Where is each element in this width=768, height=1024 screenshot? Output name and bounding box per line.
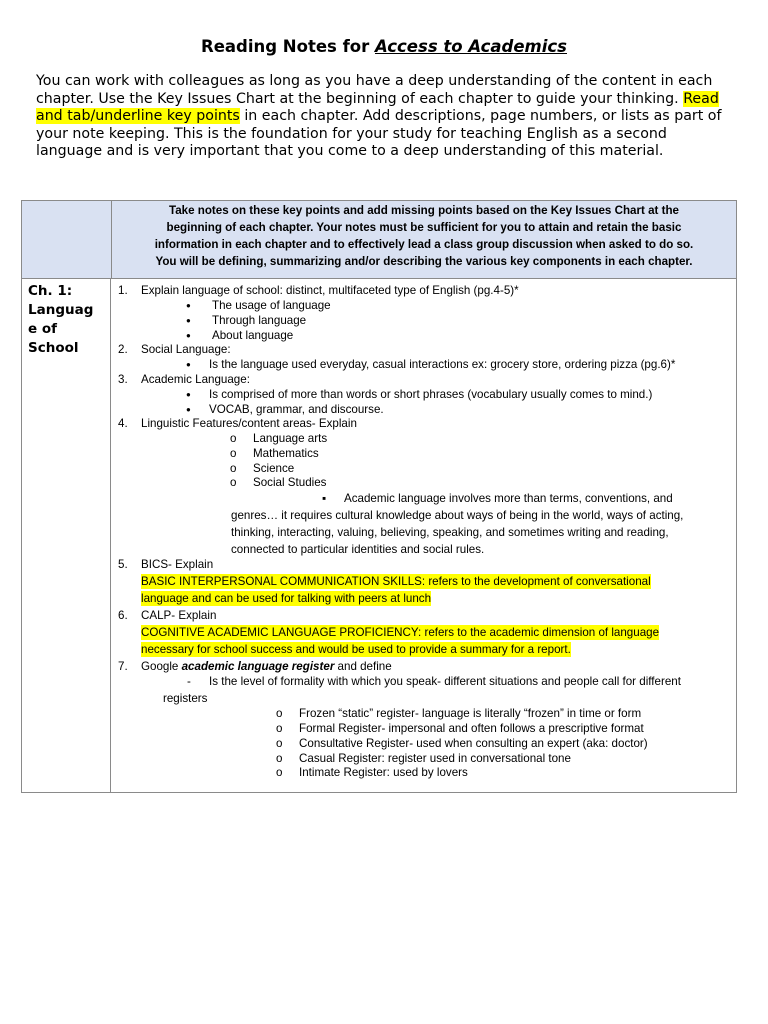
item-text-emphasis: academic language register xyxy=(181,660,335,673)
item-number: 5. xyxy=(118,558,128,571)
circle-marker: o xyxy=(230,476,237,489)
bullet-icon: ● xyxy=(186,331,191,340)
item-text: Academic Language: xyxy=(141,373,250,386)
definition-text: registers xyxy=(163,692,208,705)
bullet-icon: ● xyxy=(186,316,191,325)
detail-text: thinking, interacting, valuing, believing, speaking, and sometimes writing and reading, xyxy=(231,526,669,539)
header-instructions xyxy=(112,201,736,278)
bullet-icon: ● xyxy=(186,405,191,414)
register-text: Formal Register- impersonal and often follows a prescriptive format xyxy=(299,722,644,735)
circle-marker: o xyxy=(276,752,283,765)
item-number: 6. xyxy=(118,609,128,622)
item-number: 3. xyxy=(118,373,128,386)
register-text: Frozen “static” register- language is literally “frozen” in time or form xyxy=(299,707,642,720)
highlighted-definition: COGNITIVE ACADEMIC LANGUAGE PROFICIENCY: refers to the academic dimension of language xyxy=(141,626,660,639)
register-text: Consultative Register- used when consulting an expert (aka: doctor) xyxy=(299,737,648,750)
circle-marker: o xyxy=(276,737,283,750)
square-bullet-icon: ▪ xyxy=(322,492,327,505)
definition-text: Is the level of formality with which you speak- different situations and people call for different xyxy=(209,675,681,688)
bullet-icon: ● xyxy=(186,360,191,369)
subitem-text: Mathematics xyxy=(253,447,319,460)
intro-text-1: You can work with colleagues as long as you have a deep understanding of the content in each chapter. Use the Key Issues Chart at the beginning of each chapter to guide your thinking. xyxy=(36,73,713,107)
header-empty-cell xyxy=(22,201,112,278)
item-text: Explain language of school: distinct, multifaceted type of English (pg.4-5)* xyxy=(141,284,519,297)
highlighted-definition: language and can be used for talking with peers at lunch xyxy=(141,592,432,605)
circle-marker: o xyxy=(230,462,237,475)
chapter-label xyxy=(22,279,111,792)
bullet-icon: ● xyxy=(186,390,191,399)
item-text: BICS- Explain xyxy=(141,558,214,571)
bullet-text: About language xyxy=(212,329,294,342)
dash-marker: - xyxy=(187,675,191,688)
subitem-text: Language arts xyxy=(253,432,328,445)
item-text-part: and define xyxy=(334,660,392,673)
title-book: Access to Academics xyxy=(374,37,567,56)
subitem-text: Social Studies xyxy=(253,476,327,489)
item-text: CALP- Explain xyxy=(141,609,217,622)
header-line: You will be defining, summarizing and/or describing the various key components in each chapter. xyxy=(155,255,693,268)
circle-marker: o xyxy=(276,707,283,720)
highlighted-definition: BASIC INTERPERSONAL COMMUNICATION SKILLS: refers to the development of conversational xyxy=(141,575,651,588)
register-text: Casual Register: register used in conversational tone xyxy=(299,752,571,765)
notes-table xyxy=(21,200,737,793)
item-number: 2. xyxy=(118,343,128,356)
detail-text: genres… it requires cultural knowledge about ways of being in the world, ways of acting, xyxy=(231,509,684,522)
register-text: Intimate Register: used by lovers xyxy=(299,766,468,779)
intro-text-2: in each chapter. Add descriptions, page numbers, or lists as part of your note keeping. This is the foundation for your study for teaching English as a second language and is very important that you come to a deep understanding of this material. xyxy=(36,108,722,160)
detail-text: Academic language involves more than terms, conventions, and xyxy=(344,492,673,505)
title-prefix: Reading Notes for xyxy=(201,37,375,56)
header-line: beginning of each chapter. Your notes must be sufficient for you to attain and retain the basic xyxy=(166,221,682,234)
header-line: Take notes on these key points and add missing points based on the Key Issues Chart at the xyxy=(168,204,680,217)
chapter-label-line: e of xyxy=(28,321,58,337)
bullet-text: The usage of language xyxy=(212,299,331,312)
chapter-1-row xyxy=(22,279,736,792)
item-number: 7. xyxy=(118,660,128,673)
intro-highlight: Read and tab/underline key points xyxy=(36,90,719,125)
circle-marker: o xyxy=(276,766,283,779)
subitem-text: Science xyxy=(253,462,295,475)
detail-text: connected to particular identities and social rules. xyxy=(231,543,485,556)
chapter-label-line: Ch. 1: xyxy=(28,283,73,299)
item-text: Linguistic Features/content areas- Explain xyxy=(141,417,357,430)
circle-marker: o xyxy=(230,432,237,445)
circle-marker: o xyxy=(276,722,283,735)
intro-paragraph xyxy=(36,73,736,161)
chapter-label-line: School xyxy=(28,340,79,356)
bullet-icon: ● xyxy=(186,301,191,310)
item-number: 4. xyxy=(118,417,128,430)
chapter-notes xyxy=(111,279,736,792)
bullet-text: Is the language used everyday, casual interactions ex: grocery store, ordering pizza (pg.6)* xyxy=(209,358,676,371)
header-line: information in each chapter and to effectively lead a class group discussion when asked to do so. xyxy=(154,238,694,251)
page-title xyxy=(0,37,768,56)
bullet-text: VOCAB, grammar, and discourse. xyxy=(209,403,384,416)
item-text: Social Language: xyxy=(141,343,231,356)
bullet-text: Through language xyxy=(212,314,307,327)
item-text-part: Google xyxy=(141,660,182,673)
table-header-row xyxy=(22,201,736,279)
item-number: 1. xyxy=(118,284,128,297)
chapter-label-line: Languag xyxy=(28,302,94,318)
circle-marker: o xyxy=(230,447,237,460)
item-text xyxy=(141,659,392,674)
bullet-text: Is comprised of more than words or short phrases (vocabulary usually comes to mind.) xyxy=(209,388,653,401)
highlighted-definition: necessary for school success and would be used to provide a summary for a report. xyxy=(141,643,571,656)
